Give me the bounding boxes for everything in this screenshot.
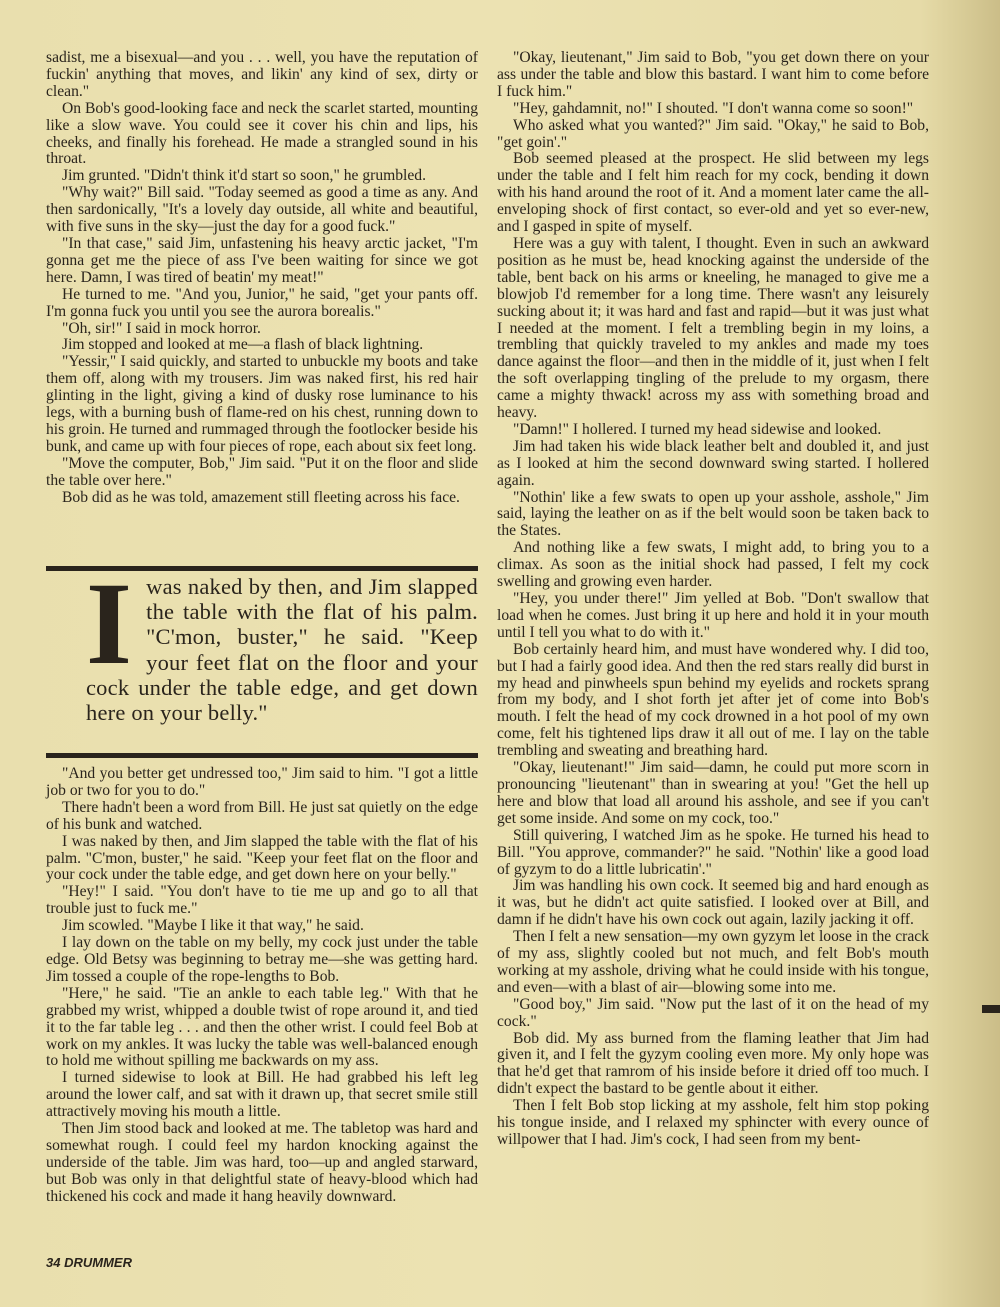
paragraph: He turned to me. "And you, Junior," he said, "get your pants off. I'm gonna fuck you until you see the aurora borealis." <box>46 285 478 320</box>
left-column-top <box>46 50 478 506</box>
paragraph: Jim had taken his wide black leather belt and doubled it, and just as I looked at him the second downward swing started. I hollered again. <box>497 437 929 489</box>
paragraph: sadist, me a bisexual—and you . . . well, you have the reputation of fuckin' anything that moves, and likin' any kind of sex, dirty or clean." <box>46 49 478 100</box>
left-column-bottom <box>46 766 478 1206</box>
paragraph: I turned sidewise to look at Bill. He had grabbed his left leg around the lower calf, and sat with it drawn up, that secret smile still attractively moving his mouth a little. <box>46 1069 478 1121</box>
paragraph: Bob did. My ass burned from the flaming leather that Jim had given it, and I felt the gyzym cooling even more. My only hope was that he'd get that ramrom of his inside before it dried off too much. I didn't expect the bastard to be gentle about it either. <box>497 1029 929 1098</box>
paragraph: "Okay, lieutenant," Jim said to Bob, "you get down there on your ass under the table and blow this bastard. I want him to come before I fuck him." <box>497 49 929 100</box>
drop-cap: I <box>86 558 133 689</box>
paragraph: Jim stopped and looked at me—a flash of black lightning. <box>62 336 424 354</box>
pull-quote <box>46 558 478 758</box>
paragraph: "Why wait?" Bill said. "Today seemed as good a time as any. And then sardonically, "It's a lovely day outside, all white and beautiful, with five suns in the sky—just the day for a good fuck." <box>46 184 478 236</box>
paragraph: Then I felt a new sensation—my own gyzym let loose in the crack of my ass, slightly cooled but not much, and felt Bob's mouth working at my asshole, driving what he could inside with his tongue, and even—with a blast of air—blowing some into me. <box>497 928 929 996</box>
paragraph: And nothing like a few swats, I might add, to bring you to a climax. As soon as the initial shock had passed, I felt my cock swelling and growing even harder. <box>497 539 929 591</box>
page-footer-folio: 34 DRUMMER <box>46 1255 132 1270</box>
right-column <box>497 50 929 1149</box>
paragraph: "Nothin' like a few swats to open up your asshole, asshole," Jim said, laying the leather on as if the belt would soon be taken back to the States. <box>497 488 929 540</box>
paragraph: Still quivering, I watched Jim as he spoke. He turned his head to Bill. "You approve, commander?" he said. "Nothin' like a good load of gyzym to do a little lubricatin'." <box>497 826 929 878</box>
paragraph: There hadn't been a word from Bill. He just sat quietly on the edge of his bunk and watched. <box>46 798 478 833</box>
paragraph: Bob certainly heard him, and must have wondered why. I did too, but I had a fairly good idea. And then the red stars really did burst in my head and pinwheels spun behind my eyelids and rockets sprang from my body, and I shot forth jet after jet of come into Bob's mouth. I felt the head of my cock drowned in a hot pool of my own come, felt his tightened lips draw it all out of me. I lay on the table trembling and sweating and breathing hard. <box>497 640 929 760</box>
paragraph: Jim grunted. "Didn't think it'd start so soon," he grumbled. <box>62 167 426 185</box>
paragraph: "Hey, gahdamnit, no!" I shouted. "I don't wanna come so soon!" <box>513 99 914 117</box>
paragraph: Then Jim stood back and looked at me. The tabletop was hard and somewhat rough. I could feel my hardon knocking against the underside of the table. Jim was hard, too—up and angled starward, but Bob was only in that delightful state of heavy-blood which had thickened his cock and made it hang heavily downward. <box>46 1120 478 1205</box>
paragraph: "Damn!" I hollered. I turned my head sidewise and looked. <box>513 420 882 438</box>
paragraph: "And you better get undressed too," Jim said to him. "I got a little job or two for you to do." <box>46 765 478 799</box>
paragraph: "Good boy," Jim said. "Now put the last of it on the head of my cock." <box>497 995 929 1030</box>
paragraph: "In that case," said Jim, unfastening his heavy arctic jacket, "I'm gonna get me the piece of ass I've been waiting for since we got here. Damn, I was tired of beatin' my meat!" <box>46 234 478 286</box>
paragraph: Jim scowled. "Maybe I like it that way," he said. <box>62 917 364 935</box>
paragraph: Who asked what you wanted?" Jim said. "Okay," he said to Bob, "get goin'." <box>497 116 929 151</box>
pull-quote-text: was naked by then, and Jim slapped the table with the flat of his palm. "C'mon, buster," he said. "Keep your feet flat on the floor and your cock under the table edge, and get down here on your belly." <box>86 574 478 726</box>
paragraph: "Hey, you under there!" Jim yelled at Bob. "Don't swallow that load when he comes. Just bring it up here and hold it in your mouth until I tell you what to do with it." <box>497 590 929 641</box>
paragraph: "Hey!" I said. "You don't have to tie me up and go to all that trouble just to fuck me." <box>46 883 478 918</box>
paragraph: "Okay, lieutenant!" Jim said—damn, he could put more scorn in pronouncing "lieutenant" than in swearing at you! "Get the hell up here and blow that load all around his asshole, and see if you can't get some inside. And some on my cock, too." <box>497 759 929 827</box>
paragraph: Jim was handling his own cock. It seemed big and hard enough as it was, but he didn't act quite satisfied. I looked over at Bill, and damn if he didn't have his own cock out again, lazily jacking it off. <box>497 877 929 929</box>
paragraph: I was naked by then, and Jim slapped the table with the flat of his palm. "C'mon, buster," he said. "Keep your feet flat on the floor and your cock under the table edge, and get down here on your belly." <box>46 832 478 884</box>
paragraph: Here was a guy with talent, I thought. Even in such an awkward position as he must be, head knocking against the underside of the table, bent back on his arms or kneeling, he managed to give me a blowjob I'd remember for a long time. There wasn't any leisurely sucking about it; it was hard and fast and rapid—but it was just what I needed at the moment. I felt a trembling begin in my loins, a trembling that quickly traveled to my ankles and made my toes dance against the floor—and then in the middle of it, just when I felt the soft overlapping tingling of the prelude to my orgasm, there came a mighty thwack! across my ass with something broad and heavy. <box>497 234 929 422</box>
paragraph: Bob did as he was told, amazement still fleeting across his face. <box>62 488 460 506</box>
paragraph: Bob seemed pleased at the prospect. He slid between my legs under the table and I felt him reach for my cock, bending it down with his hand around the root of it. And a moment later came the all-enveloping shock of first contact, so ever-old and yet so ever-new, and I gasped in spite of myself. <box>497 150 929 236</box>
paragraph: "Yessir," I said quickly, and started to unbuckle my boots and take them off, along with my trousers. Jim was naked first, his red hair glinting in the light, giving a kind of dusky rose luminance to his legs, with a burning bush of flame-red on his chest, running down to his groin. He turned and rummaged through the footlocker beside his bunk, and came up with four pieces of rope, each about six feet long. <box>46 353 478 455</box>
page-edge-mark <box>982 1005 1000 1013</box>
paragraph: "Oh, sir!" I said in mock horror. <box>62 319 261 337</box>
paragraph: "Here," he said. "Tie an ankle to each table leg." With that he grabbed my wrist, whipped a double twist of rope around it, and tied it to the far table leg . . . and then the other wrist. I could feel Bob at work on my ankles. It was lucky the table was well-balanced enough to hold me without spilling me backwards on my ass. <box>46 984 478 1070</box>
paragraph: "Move the computer, Bob," Jim said. "Put it on the floor and slide the table over here." <box>46 454 478 489</box>
paragraph: I lay down on the table on my belly, my cock just under the table edge. Old Betsy was beginning to betray me—she was getting hard. Jim tossed a couple of the rope-lengths to Bob. <box>46 934 478 985</box>
paragraph: On Bob's good-looking face and neck the scarlet started, mounting like a slow wave. You could see it cover his chin and lips, his cheeks, and finally his forehead. He made a strangled sound in his throat. <box>46 99 478 168</box>
paragraph: Then I felt Bob stop licking at my asshole, felt him stop poking his tongue inside, and I relaxed my sphincter with every ounce of willpower that I had. Jim's cock, I had seen from my bent- <box>497 1097 929 1148</box>
